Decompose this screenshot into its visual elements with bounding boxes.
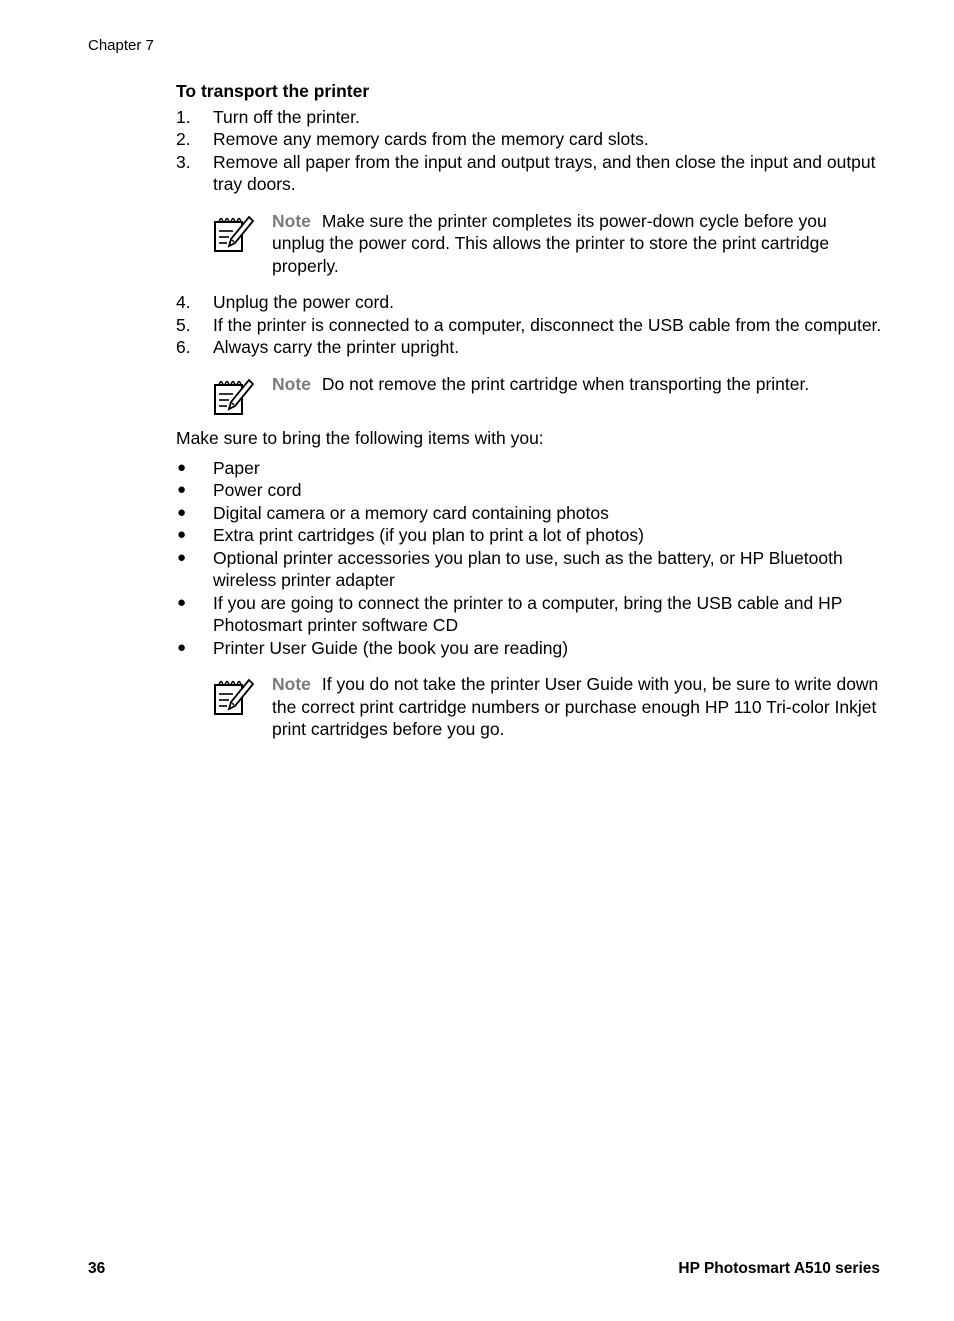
bullet: ● <box>177 503 187 521</box>
list-item <box>176 106 884 129</box>
note-icon <box>213 676 255 716</box>
bullet: ● <box>177 548 187 566</box>
items-list <box>176 457 884 660</box>
bullet: ● <box>177 593 187 611</box>
note-text: If you do not take the printer User Guide with you, be sure to write down the correct print cartridge numbers or purchase enough HP 110 Tri-color Inkjet print cartridges before you go. <box>272 674 879 739</box>
items-intro: Make sure to bring the following items with you: <box>176 428 544 448</box>
item-text: Power cord <box>213 480 302 500</box>
page-number: 36 <box>88 1260 106 1277</box>
step-text: Remove all paper from the input and output trays, and then close the input and output tray doors. <box>213 151 876 194</box>
steps-list-b <box>176 291 884 359</box>
note-label: Note <box>272 373 311 394</box>
list-item <box>176 291 884 314</box>
note-icon <box>213 213 255 253</box>
item-text: Printer User Guide (the book you are reading) <box>213 637 569 658</box>
item-text: If you are going to connect the printer to a computer, bring the USB cable and HP Photosmart printer software CD <box>213 592 843 635</box>
step-number: 1. <box>176 106 191 127</box>
list-item <box>176 457 884 480</box>
step-number: 6. <box>176 337 191 357</box>
note-label: Note <box>272 210 311 231</box>
note-text: Do not remove the print cartridge when transporting the printer. <box>321 373 810 394</box>
item-text: Optional printer accessories you plan to use, such as the battery, or HP Bluetooth wireless printer adapter <box>213 547 843 590</box>
bullet: ● <box>177 638 187 656</box>
list-item <box>176 637 884 660</box>
section-heading: To transport the printer <box>176 81 370 101</box>
list-item <box>176 336 884 359</box>
note-icon <box>213 376 255 416</box>
step-text: If the printer is connected to a computer, disconnect the USB cable from the computer. <box>213 314 882 335</box>
step-number: 5. <box>176 314 191 335</box>
step-number: 4. <box>176 292 191 312</box>
step-number: 3. <box>176 151 191 172</box>
list-item <box>176 128 884 151</box>
list-item <box>176 547 884 592</box>
item-text: Paper <box>213 457 260 478</box>
bullet: ● <box>177 526 187 543</box>
note-text: Make sure the printer completes its power-down cycle before you unplug the power cord. This allows the printer to store the print cartridge properly. <box>272 210 830 276</box>
list-item <box>176 151 884 196</box>
step-text: Remove any memory cards from the memory card slots. <box>213 129 649 149</box>
steps-list-a <box>176 106 884 196</box>
product-name: HP Photosmart A510 series <box>678 1260 880 1277</box>
bullet: ● <box>177 481 187 498</box>
bullet: ● <box>177 458 187 476</box>
note-block-2 <box>213 373 884 396</box>
note-label: Note <box>272 674 311 694</box>
item-text: Digital camera or a memory card containing photos <box>213 502 609 523</box>
note-block-1 <box>213 210 884 278</box>
chapter-label: Chapter 7 <box>88 37 154 54</box>
step-text: Turn off the printer. <box>213 106 360 127</box>
note-block-3 <box>213 673 884 741</box>
list-item <box>176 524 884 547</box>
main-content <box>176 80 884 741</box>
list-item <box>176 502 884 525</box>
item-text: Extra print cartridges (if you plan to print a lot of photos) <box>213 525 644 545</box>
list-item <box>176 314 884 337</box>
list-item <box>176 479 884 502</box>
list-item <box>176 592 884 637</box>
step-text: Always carry the printer upright. <box>213 337 460 357</box>
step-text: Unplug the power cord. <box>213 292 394 312</box>
step-number: 2. <box>176 129 191 149</box>
